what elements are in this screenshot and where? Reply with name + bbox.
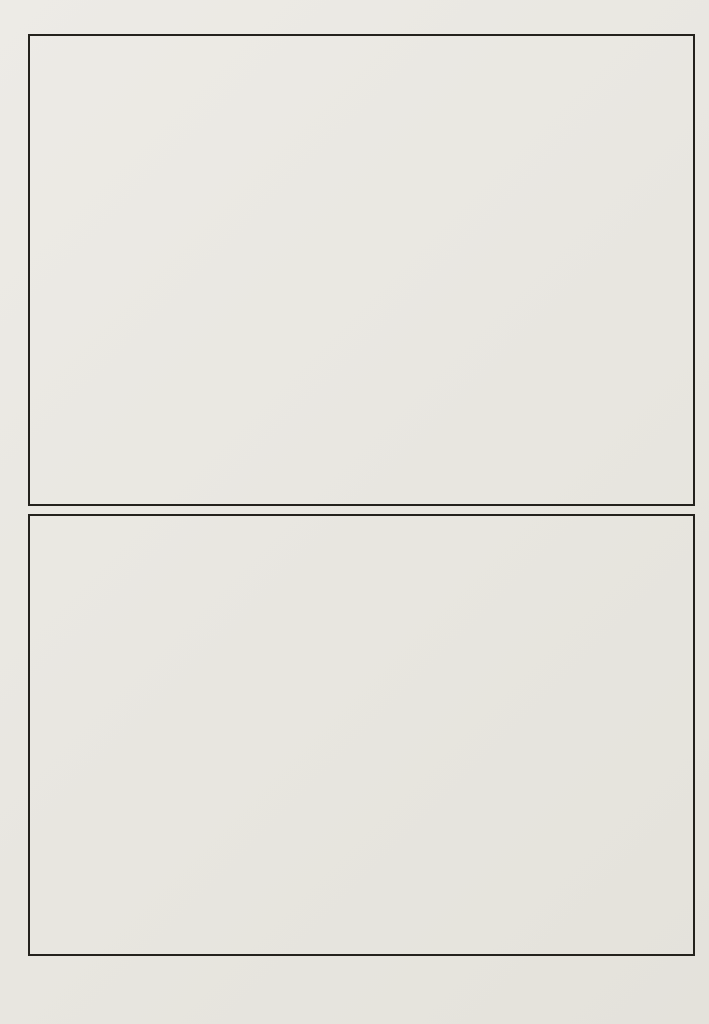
top-register-table [28,34,695,506]
bottom-register-table [28,514,695,956]
bottom-table-columns [30,516,693,940]
top-table-columns [30,36,693,504]
